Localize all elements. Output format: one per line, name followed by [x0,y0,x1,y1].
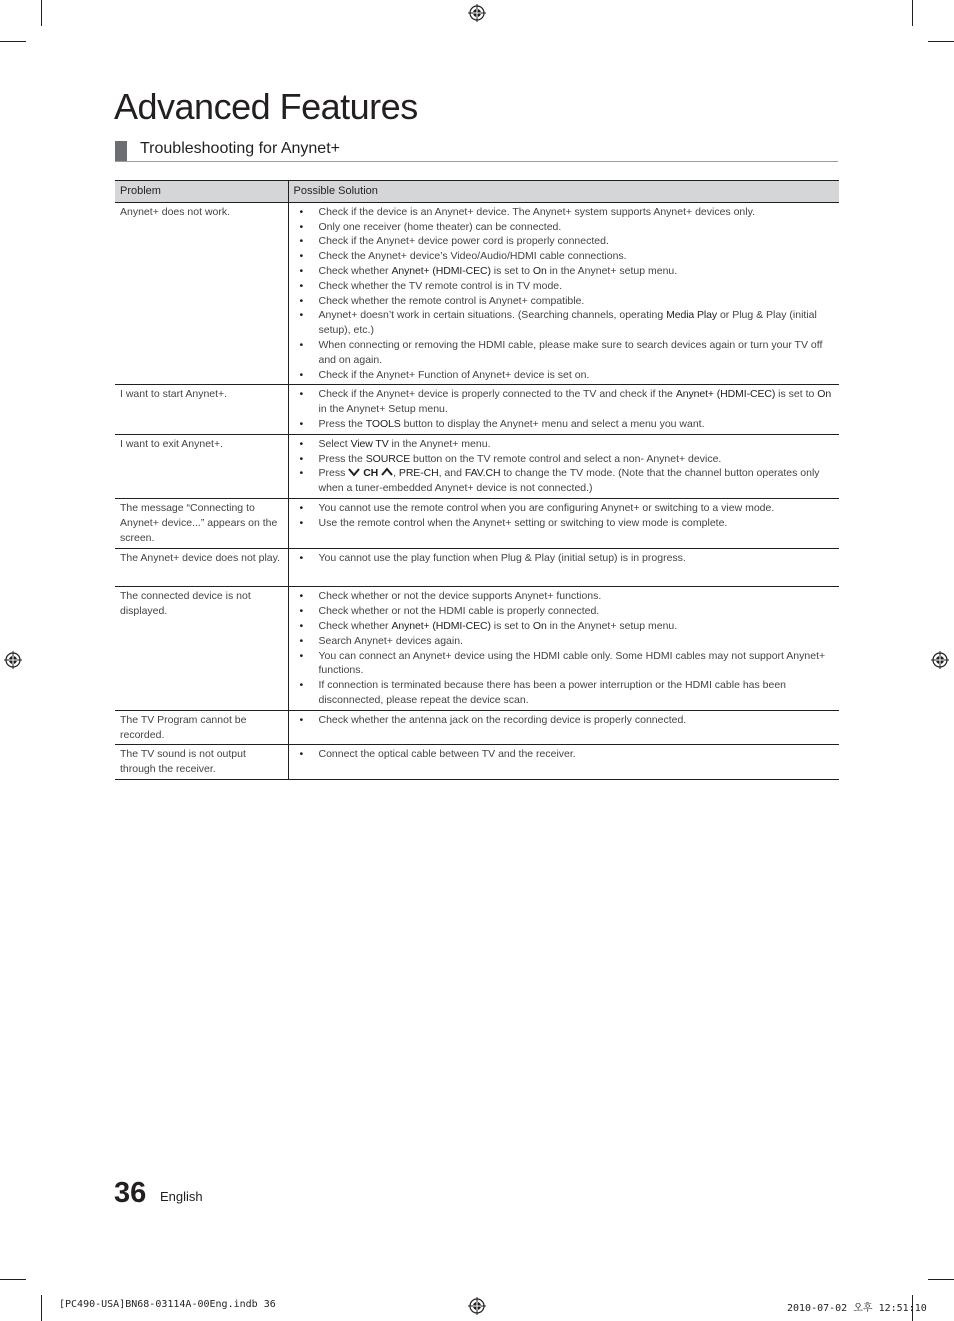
chevron-up-icon [381,467,393,477]
solution-item: • Check if the device is an Anynet+ device. The Anynet+ system supports Anynet+ devices only. [300,205,834,220]
solution-list [300,437,834,496]
solution-list [300,205,834,383]
solution-item: • Check whether Anynet+ (HDMI-CEC) is set to On in the Anynet+ setup menu. [300,619,834,634]
solution-item: • Only one receiver (home theater) can be connected. [300,220,834,235]
problem-cell: The TV sound is not output through the receiver. [115,745,288,780]
solution-item: • Check if the Anynet+ device power cord is properly connected. [300,234,834,249]
solution-item: • You can connect an Anynet+ device using the HDMI cable only. Some HDMI cables may not support Anynet+ functions. [300,649,834,679]
section-title: Troubleshooting for Anynet+ [140,140,340,157]
page-language: English [160,1189,203,1204]
solution-item: • Anynet+ doesn’t work in certain situations. (Searching channels, operating Media Play or Plug & Play (initial setup), etc.) [300,308,834,338]
solution-item: • Press CH , PRE-CH, and FAV.CH to change the TV mode. (Note that the channel button operates only when a tuner-embedded Anynet+ device is not connected.) [300,466,834,496]
solution-item: • Connect the optical cable between TV and the receiver. [300,747,834,762]
table-row [115,385,839,434]
solution-cell [288,434,839,498]
solution-item: • Check whether the antenna jack on the recording device is properly connected. [300,713,834,728]
page-title: Advanced Features [114,86,418,127]
solution-cell [288,202,839,385]
header-solution: Possible Solution [288,181,839,203]
solution-cell [288,745,839,780]
solution-item: • Press the TOOLS button to display the Anynet+ menu and select a menu you want. [300,417,834,432]
section-heading [115,139,838,162]
table-row [115,434,839,498]
solution-item: • Select View TV in the Anynet+ menu. [300,437,834,452]
problem-cell: The connected device is not displayed. [115,587,288,710]
table-row [115,498,839,548]
solution-cell [288,385,839,434]
solution-list [300,589,834,707]
problem-cell: The Anynet+ device does not play. [115,549,288,587]
registration-mark-icon [468,4,486,22]
solution-list [300,387,834,431]
solution-list [300,551,834,566]
crop-mark [928,1279,954,1280]
solution-item: • Check the Anynet+ device’s Video/Audio/HDMI cable connections. [300,249,834,264]
print-slug-timestamp: 2010-07-02 오후 12:51:10 [787,1303,927,1314]
solution-list [300,747,834,762]
page-number: 36 [114,1177,147,1209]
solution-item: • You cannot use the play function when Plug & Play (initial setup) is in progress. [300,551,834,566]
solution-item: • Check whether the TV remote control is in TV mode. [300,279,834,294]
solution-cell [288,549,839,587]
problem-cell: Anynet+ does not work. [115,202,288,385]
solution-item: • Check if the Anynet+ Function of Anynet+ device is set on. [300,368,834,383]
crop-mark [928,41,954,42]
solution-list [300,713,834,728]
crop-mark [0,41,26,42]
solution-cell [288,587,839,710]
problem-cell: The message “Connecting to Anynet+ device...” appears on the screen. [115,498,288,548]
section-bar [115,141,127,161]
table-row [115,745,839,780]
problem-cell: The TV Program cannot be recorded. [115,710,288,745]
crop-mark [912,0,913,26]
problem-cell: I want to start Anynet+. [115,385,288,434]
solution-item: • Check if the Anynet+ device is properly connected to the TV and check if the Anynet+ (HDMI-CEC) is set to On in the Anynet+ Setup menu. [300,387,834,417]
chevron-down-icon [348,467,360,477]
table-row [115,587,839,710]
registration-mark-icon [931,651,949,669]
solution-list [300,501,834,531]
header-problem: Problem [115,181,288,203]
solution-item: • Check whether the remote control is Anynet+ compatible. [300,294,834,309]
print-slug-file: [PC490-USA]BN68-03114A-00Eng.indb 36 [59,1299,276,1310]
table-row [115,549,839,587]
solution-item: • Check whether or not the HDMI cable is properly connected. [300,604,834,619]
crop-mark [41,0,42,26]
solution-item: • You cannot use the remote control when you are configuring Anynet+ or switching to a view mode. [300,501,834,516]
solution-cell [288,498,839,548]
solution-cell [288,710,839,745]
registration-mark-icon [468,1297,486,1315]
crop-mark [0,1279,26,1280]
crop-mark [41,1295,42,1321]
table-header-row [115,181,839,203]
problem-cell: I want to exit Anynet+. [115,434,288,498]
solution-item: • Press the SOURCE button on the TV remote control and select a non- Anynet+ device. [300,452,834,467]
solution-item: • Search Anynet+ devices again. [300,634,834,649]
troubleshooting-table [115,180,839,780]
solution-item: • Check whether or not the device supports Anynet+ functions. [300,589,834,604]
registration-mark-icon [4,651,22,669]
solution-item: • Check whether Anynet+ (HDMI-CEC) is set to On in the Anynet+ setup menu. [300,264,834,279]
table-row [115,710,839,745]
solution-item: • If connection is terminated because there has been a power interruption or the HDMI cable has been disconnected, please repeat the device scan. [300,678,834,708]
solution-item: • When connecting or removing the HDMI cable, please make sure to search devices again or turn your TV off and on again. [300,338,834,368]
solution-item: • Use the remote control when the Anynet+ setting or switching to view mode is complete. [300,516,834,531]
table-row [115,202,839,385]
